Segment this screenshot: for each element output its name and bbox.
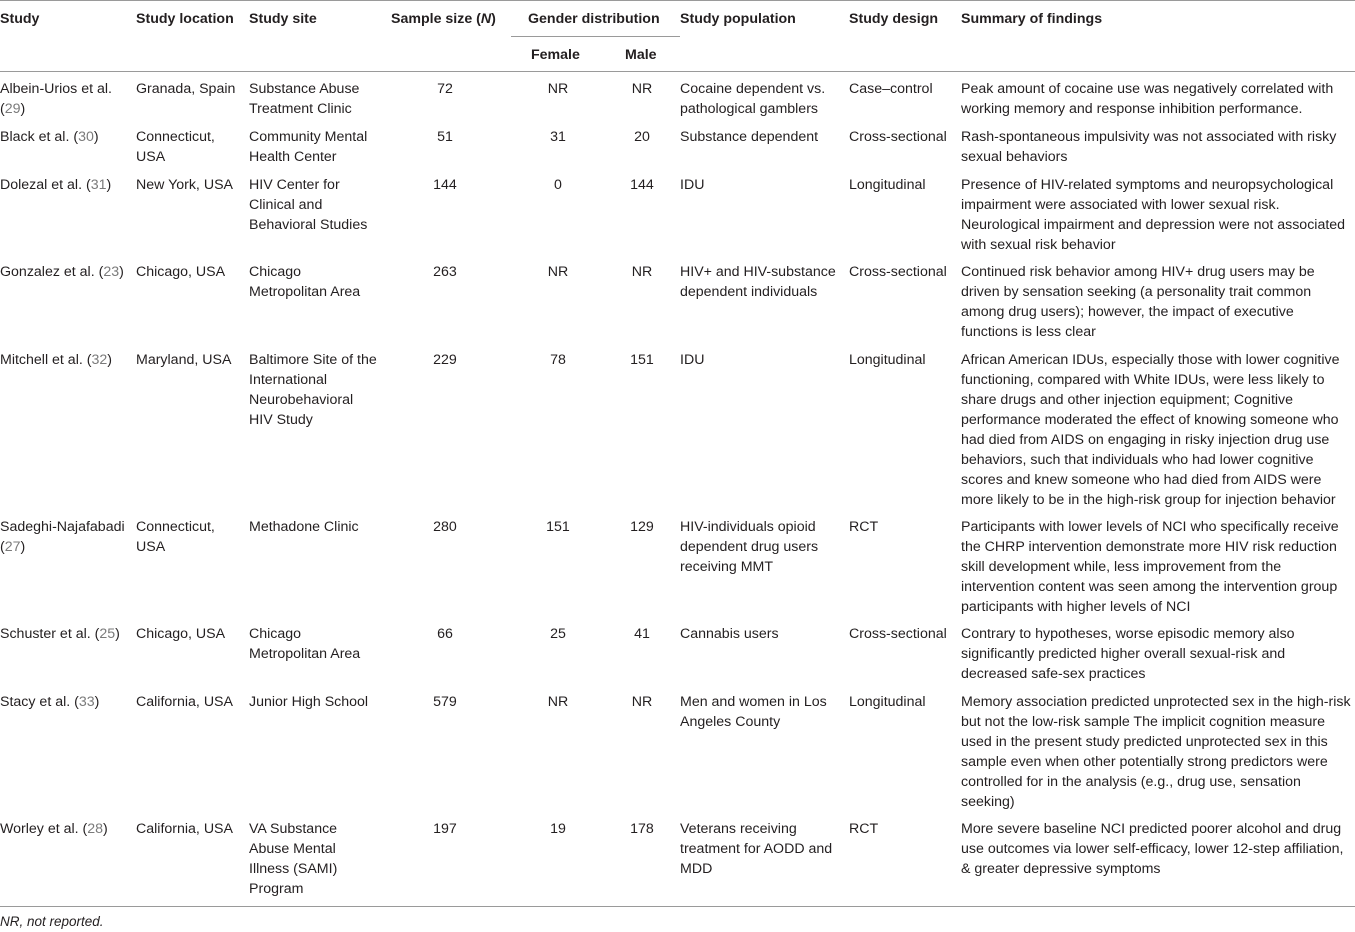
header-sample-size	[391, 9, 496, 29]
cell-summary: Memory association predicted unprotected sex in the high-risk but not the low-risk sample The implicit cognition measure used in the present study predicted unprotected sex in this sample even when other potentially strong predictors were controlled for in the analysis (e.g., drug use, sensation seeking)	[961, 694, 1351, 810]
study-author: Mitchell et al. (	[0, 352, 92, 368]
cell-design: RCT	[849, 519, 879, 535]
study-author: Stacy et al. (	[0, 694, 79, 710]
cell-population: Cannabis users	[680, 626, 779, 642]
cell-sample-size: 51	[437, 129, 453, 145]
reference-link[interactable]: 28	[87, 821, 104, 837]
cell-female: 151	[546, 519, 570, 535]
cell-female: 0	[554, 177, 562, 193]
cell-study	[0, 79, 130, 119]
cell-location: Chicago, USA	[136, 264, 226, 280]
cell-design: RCT	[849, 821, 879, 837]
table-bottom-rule	[0, 906, 1355, 907]
cell-summary: Presence of HIV-related symptoms and neuropsychological impairment were associated with lower sexual risk. Neurological impairment and depression were not associated with sexual risk behavior	[961, 177, 1346, 253]
header-female: Female	[531, 47, 580, 63]
cell-study	[0, 819, 130, 839]
cell-population: Men and women in Los Angeles County	[680, 694, 827, 730]
cell-site: Community Mental Health Center	[249, 129, 368, 165]
reference-link[interactable]: 29	[4, 101, 21, 117]
cell-location: California, USA	[136, 694, 233, 710]
cell-male: 41	[634, 626, 650, 642]
study-author: Black et al. (	[0, 129, 79, 145]
study-author-end: )	[94, 694, 100, 710]
reference-link[interactable]: 30	[78, 129, 94, 145]
cell-location: Maryland, USA	[136, 352, 232, 368]
cell-study	[0, 175, 130, 195]
reference-link[interactable]: 25	[99, 626, 116, 642]
cell-summary: More severe baseline NCI predicted poorer alcohol and drug use outcomes via lower self-efficacy, lower 12-step affiliation, & greater depressive symptoms	[961, 821, 1344, 877]
header-study: Study	[0, 11, 40, 27]
table-top-rule	[0, 0, 1355, 1]
study-author: Albein-Urios et al. (	[0, 81, 112, 117]
cell-sample-size: 66	[437, 626, 453, 642]
header-location: Study location	[136, 11, 234, 27]
cell-study	[0, 350, 130, 370]
cell-summary: Peak amount of cocaine use was negatively correlated with working memory and response inhibition performance.	[961, 81, 1334, 117]
cell-population: IDU	[680, 352, 705, 368]
cell-population: Veterans receiving treatment for AODD and MDD	[680, 821, 833, 877]
study-author-end: )	[115, 626, 120, 642]
cell-sample-size: 579	[433, 694, 457, 710]
cell-summary: Continued risk behavior among HIV+ drug users may be driven by sensation seeking (a personality trait common among drug users); however, the impact of executive functions is less clear	[961, 264, 1315, 340]
study-author-end: )	[106, 177, 112, 193]
header-gender: Gender distribution	[528, 11, 660, 27]
cell-population: HIV+ and HIV-substance dependent individuals	[680, 264, 836, 300]
study-author-end: )	[93, 129, 99, 145]
cell-female: NR	[547, 694, 569, 710]
study-author: Sadeghi-Najafabadi (	[0, 519, 125, 555]
cell-male: 178	[630, 821, 654, 837]
cell-summary: Contrary to hypotheses, worse episodic memory also significantly predicted higher overall sexual-risk and decreased safe-sex practices	[961, 626, 1295, 682]
table-header-rule	[0, 71, 1355, 72]
cell-population: IDU	[680, 177, 705, 193]
header-male: Male	[625, 47, 657, 63]
cell-population: Substance dependent	[680, 129, 819, 145]
cell-sample-size: 72	[437, 81, 453, 97]
cell-sample-size: 197	[433, 821, 457, 837]
cell-location: Connecticut, USA	[136, 519, 215, 555]
cell-male: 20	[634, 129, 650, 145]
reference-link[interactable]: 27	[4, 539, 21, 555]
cell-female: 25	[550, 626, 566, 642]
cell-location: Chicago, USA	[136, 626, 226, 642]
cell-site: Chicago Metropolitan Area	[249, 264, 361, 300]
cell-study	[0, 692, 130, 712]
cell-sample-size: 229	[433, 352, 457, 368]
cell-site: HIV Center for Clinical and Behavioral Studies	[249, 177, 368, 233]
cell-study	[0, 624, 130, 644]
study-author-end: )	[107, 352, 112, 368]
reference-link[interactable]: 33	[78, 694, 95, 710]
cell-male: 144	[630, 177, 654, 193]
cell-location: Connecticut, USA	[136, 129, 215, 165]
cell-female: 31	[550, 129, 566, 145]
study-author-end: )	[20, 539, 26, 555]
cell-sample-size: 280	[433, 519, 457, 535]
header-summary: Summary of findings	[961, 11, 1103, 27]
cell-summary: Participants with lower levels of NCI who specifically receive the CHRP intervention demonstrate more HIV risk reduction skill development while, less improvement from the intervention content was seen among the intervention group participants with higher levels of NCI	[961, 519, 1339, 615]
cell-location: California, USA	[136, 821, 233, 837]
cell-male: 151	[630, 352, 654, 368]
cell-summary: Rash-spontaneous impulsivity was not associated with risky sexual behaviors	[961, 129, 1337, 165]
cell-male: NR	[631, 264, 653, 280]
header-sample-n: N	[480, 11, 492, 27]
reference-link[interactable]: 23	[103, 264, 120, 280]
cell-population: HIV-individuals opioid dependent drug users receiving MMT	[680, 519, 819, 575]
cell-site: Chicago Metropolitan Area	[249, 626, 361, 662]
cell-design: Cross-sectional	[849, 626, 947, 642]
study-author: Dolezal et al. (	[0, 177, 91, 193]
study-author-end: )	[103, 821, 108, 837]
header-population: Study population	[680, 11, 796, 27]
cell-sample-size: 144	[433, 177, 457, 193]
study-author: Worley et al. (	[0, 821, 88, 837]
cell-study	[0, 127, 130, 147]
cell-location: Granada, Spain	[136, 81, 236, 97]
cell-sample-size: 263	[433, 264, 457, 280]
header-design: Study design	[849, 11, 939, 27]
study-author-end: )	[20, 101, 26, 117]
cell-female: NR	[547, 264, 569, 280]
header-sample-suffix: )	[491, 11, 496, 27]
reference-link[interactable]: 32	[91, 352, 108, 368]
gender-header-rule	[511, 36, 680, 37]
cell-female: 19	[550, 821, 566, 837]
cell-site: Baltimore Site of the International Neurobehavioral HIV Study	[249, 352, 377, 428]
study-author: Schuster et al. (	[0, 626, 100, 642]
study-author: Gonzalez et al. (	[0, 264, 104, 280]
cell-design: Longitudinal	[849, 177, 926, 193]
cell-site: Substance Abuse Treatment Clinic	[249, 81, 360, 117]
cell-design: Case–control	[849, 81, 933, 97]
study-author-end: )	[119, 264, 124, 280]
table-footnote: NR, not reported.	[0, 914, 104, 929]
cell-summary: African American IDUs, especially those with lower cognitive functioning, compared with White IDUs, were less likely to share drugs and other injection equipment; Cognitive performance moderated the effect of knowing someone who had died from AIDS on engaging in risky injection drug use behaviors, such that individuals who had lower cognitive scores and knew someone who had died from AIDS were more likely to be in the high-risk group for injection behavior	[961, 352, 1340, 508]
cell-female: 78	[550, 352, 566, 368]
header-sample-prefix: Sample size (	[391, 11, 481, 27]
cell-site: VA Substance Abuse Mental Illness (SAMI) Program	[249, 821, 338, 897]
cell-male: 129	[630, 519, 654, 535]
cell-location: New York, USA	[136, 177, 233, 193]
cell-design: Longitudinal	[849, 694, 926, 710]
cell-design: Longitudinal	[849, 352, 926, 368]
reference-link[interactable]: 31	[90, 177, 107, 193]
cell-female: NR	[547, 81, 569, 97]
cell-design: Cross-sectional	[849, 129, 947, 145]
cell-male: NR	[631, 81, 653, 97]
cell-population: Cocaine dependent vs. pathological gamblers	[680, 81, 826, 117]
cell-study	[0, 262, 130, 282]
header-site: Study site	[249, 11, 317, 27]
cell-design: Cross-sectional	[849, 264, 947, 280]
cell-site: Methadone Clinic	[249, 519, 359, 535]
cell-study	[0, 517, 130, 557]
cell-site: Junior High School	[249, 694, 369, 710]
cell-male: NR	[631, 694, 653, 710]
